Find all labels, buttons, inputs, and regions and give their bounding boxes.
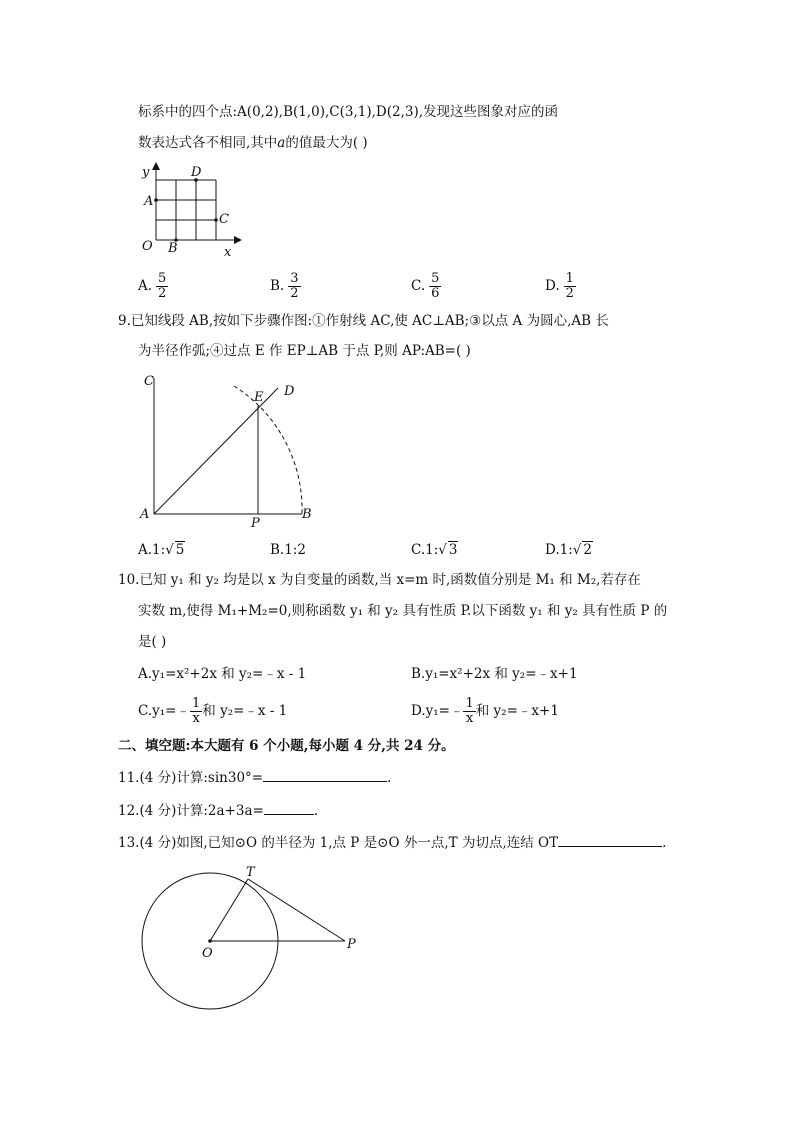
q9-label-P: P <box>251 516 260 531</box>
q9-label-B: B <box>302 507 312 522</box>
q8-option-b-letter: B. <box>270 278 285 294</box>
q9-label-E: E <box>254 390 264 405</box>
q13-label-T: T <box>246 865 255 880</box>
q8-label-y: y <box>142 165 150 180</box>
q8-label-O: O <box>142 239 153 254</box>
q13-answer-blank[interactable] <box>558 832 662 847</box>
q9-line2: 为半径作弧;④过点 E 作 EP⊥AB 于点 P,则 AP:AB=( ) <box>138 343 471 359</box>
q10-option-c-fraction: $\frac{1}{x}$ <box>192 696 201 726</box>
q9-option-c-text: 1: <box>425 542 439 558</box>
q9-option-c-sqrt: √ 3 <box>438 542 458 558</box>
q12-answer-blank[interactable] <box>264 800 314 815</box>
q12-post: . <box>313 803 319 819</box>
q9-label-A: A <box>140 507 150 522</box>
q8-label-x: x <box>224 245 232 260</box>
q11-answer-blank[interactable] <box>263 767 387 782</box>
q12-line <box>118 800 318 821</box>
q9-option-c[interactable] <box>411 540 458 560</box>
q9-option-a-text: 1: <box>152 542 166 558</box>
q9-option-d-text: 1: <box>559 542 573 558</box>
q10-option-a[interactable]: A.y₁=x²+2x 和 y₂=﹣x - 1 <box>138 666 307 682</box>
q11-text: 11.(4 分)计算:sin30°= <box>118 770 264 786</box>
q8-option-c-fraction: $\frac{5}{6}$ <box>431 271 440 301</box>
q8-option-b-fraction: $\frac{3}{2}$ <box>290 271 299 301</box>
q13-post: . <box>662 835 667 851</box>
q8-label-B: B <box>168 241 178 256</box>
q11-line <box>118 767 391 788</box>
q8-option-c-letter: C. <box>411 278 426 294</box>
q13-line <box>118 832 666 853</box>
q8-option-a[interactable] <box>138 272 168 301</box>
q8-option-c[interactable] <box>411 272 441 301</box>
q9-option-b-letter: B. <box>270 542 285 558</box>
q10-option-c[interactable] <box>138 697 287 726</box>
q8-option-d-fraction: $\frac{1}{2}$ <box>565 271 574 301</box>
q8-line2-pre: 数表达式各不相同,其中 <box>138 135 278 151</box>
q9-option-d[interactable] <box>545 540 593 560</box>
q8-option-a-fraction: $\frac{5}{2}$ <box>158 271 167 301</box>
q8-label-D: D <box>191 165 202 180</box>
q10-option-c-post: 和 y₂=﹣x - 1 <box>202 703 288 719</box>
q10-line3: 是( ) <box>138 634 167 650</box>
q9-figure <box>138 368 328 533</box>
q9-option-b-text: 1:2 <box>284 542 306 558</box>
q13-circle-figure <box>138 864 378 1014</box>
q9-option-a-sqrt: √ 5 <box>165 542 185 558</box>
q9-option-c-letter: C. <box>411 542 426 558</box>
q9-option-d-sqrt: √ 2 <box>572 542 592 558</box>
q11-post: . <box>387 770 392 786</box>
q9-line1: 9.已知线段 AB,按如下步骤作图:①作射线 AC,使 AC⊥AB;③以点 A 为圆心,AB 长 <box>118 313 609 329</box>
q8-grid-figure <box>138 160 248 260</box>
q9-option-a-letter: A. <box>138 542 153 558</box>
q10-option-c-pre: C.y₁=﹣ <box>138 703 190 719</box>
q8-label-A: A <box>144 194 154 209</box>
q10-option-d-pre: D.y₁=﹣ <box>411 703 464 719</box>
q8-option-d-letter: D. <box>545 278 560 294</box>
q9-option-b[interactable] <box>270 540 306 560</box>
q9-label-C: C <box>144 374 154 389</box>
q13-label-O: O <box>202 946 213 961</box>
q10-option-d-post: 和 y₂=﹣x+1 <box>475 703 559 719</box>
q10-option-b[interactable]: B.y₁=x²+2x 和 y₂=﹣x+1 <box>411 666 578 682</box>
q10-option-d[interactable] <box>411 697 559 726</box>
section2-title: 二、填空题:本大题有 6 个小题,每小题 4 分,共 24 分。 <box>118 738 455 754</box>
q10-line1: 10.已知 y₁ 和 y₂ 均是以 x 为自变量的函数,当 x=m 时,函数值分别是 M₁ 和 M₂,若存在 <box>118 572 641 588</box>
q8-line2-var: a <box>277 135 286 151</box>
q8-option-b[interactable] <box>270 272 301 301</box>
q8-line1: 标系中的四个点:A(0,2),B(1,0),C(3,1),D(2,3),发现这些图象对应的函 <box>138 104 559 120</box>
q8-option-a-letter: A. <box>138 278 153 294</box>
q10-option-d-fraction: $\frac{1}{x}$ <box>465 696 474 726</box>
q8-line2-post: 的值最大为( ) <box>285 135 368 151</box>
q8-option-d[interactable] <box>545 272 576 301</box>
q13-label-P: P <box>347 937 356 952</box>
q9-label-D: D <box>284 384 295 399</box>
q10-line2: 实数 m,使得 M₁+M₂=0,则称函数 y₁ 和 y₂ 具有性质 P.以下函数 y₁ 和 y₂ 具有性质 P 的 <box>138 603 668 619</box>
q13-text: 13.(4 分)如图,已知⊙O 的半径为 1,点 P 是⊙O 外一点,T 为切点,连结 OT <box>118 835 559 851</box>
q12-text: 12.(4 分)计算:2a+3a= <box>118 803 264 819</box>
q9-option-a[interactable] <box>138 540 185 560</box>
q8-label-C: C <box>219 212 229 227</box>
q8-line2 <box>138 133 368 153</box>
q9-option-d-letter: D. <box>545 542 560 558</box>
